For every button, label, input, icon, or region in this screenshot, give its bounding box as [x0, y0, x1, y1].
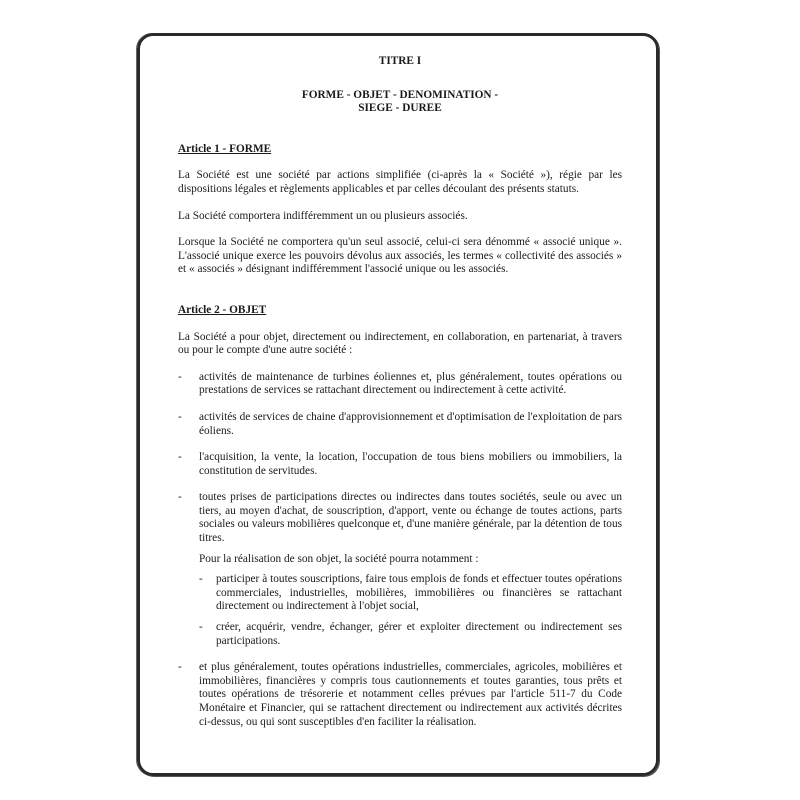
list-item-text: l'acquisition, la vente, la location, l'occupation de tous biens mobiliers ou immobiliers, la constitution de servitudes. — [199, 451, 622, 477]
list-dash: - — [178, 370, 182, 383]
list-dash: - — [178, 451, 182, 464]
subtitle-line-2: SIEGE - DUREE — [358, 102, 442, 115]
list-item — [178, 451, 622, 478]
article-1-paragraph-1: La Société est une société par actions simplifiée (ci-après la « Société »), régie par les dispositions légales et règlements applicables et par celles découlant des présents statuts. — [178, 169, 622, 195]
list-item — [178, 491, 622, 648]
list-item — [178, 661, 622, 729]
list-dash: - — [178, 491, 182, 504]
article-2-intro: La Société a pour objet, directement ou indirectement, en collaboration, en partenariat, à travers ou pour le compte d'une autre société : — [178, 330, 622, 357]
list-item — [178, 371, 622, 398]
article-1-heading: Article 1 - FORME — [178, 142, 272, 155]
document-page — [178, 55, 622, 729]
sub-list-dash: - — [199, 621, 203, 634]
article-1-paragraph-2: La Société comportera indifféremment un ou plusieurs associés. — [178, 209, 468, 222]
article-2-sublist — [199, 573, 622, 648]
titre-heading: TITRE I — [378, 55, 422, 67]
sub-list-item — [199, 621, 622, 648]
list-item-text: toutes prises de participations directes ou indirectes dans toutes sociétés, seule ou avec un tiers, au moyen d'achat, de souscription, d'apport, vente ou échange de toutes actions, parts sociales ou valeurs mobilières quelconque et, d'une manière générale, par la détention de tous titres. — [199, 491, 622, 545]
list-item-text: et plus généralement, toutes opérations industrielles, commerciales, agricoles, mobilières et immobilières, financières y compris tous cautionnements et toutes garanties, tous prêts et toutes opérations de trésorerie et notamment celles prévues par l'article 511-7 du Code Monétaire et Financier, qui se rattachent directement ou indirectement aux activités décrites ci-dessus, ou qui sont susceptibles d'en faciliter la réalisation. — [199, 661, 622, 728]
list-dash: - — [178, 410, 182, 423]
sub-list-item-text: créer, acquérir, vendre, échanger, gérer et exploiter directement ou indirectement ses participations. — [216, 621, 622, 647]
article-2-heading: Article 2 - OBJET — [178, 303, 267, 316]
article-2-list — [178, 371, 622, 729]
sub-intro: Pour la réalisation de son objet, la société pourra notamment : — [199, 552, 479, 565]
subtitle-line-1: FORME - OBJET - DENOMINATION - — [301, 88, 499, 101]
list-item-text: activités de services de chaine d'approvisionnement et d'optimisation de l'exploitation de pars éoliens. — [199, 410, 622, 437]
article-1-paragraph-3: Lorsque la Société ne comportera qu'un seul associé, celui-ci sera dénommé « associé unique ». L'associé unique exerce les pouvoirs dévolus aux associés, les termes « collectivité des associés » et « associés » désignant indifféremment l'associé unique ou les associés. — [178, 236, 622, 276]
sub-list-item — [199, 573, 622, 614]
list-dash: - — [178, 661, 182, 674]
sub-list-dash: - — [199, 573, 203, 586]
list-item — [178, 411, 622, 438]
sub-list-item-text: participer à toutes souscriptions, faire tous emplois de fonds et effectuer toutes opérations commerciales, industrielles, mobilières, immobilières ou financières se rattachant directement ou indirectement à l'objet social, — [216, 573, 622, 613]
list-item-text: activités de maintenance de turbines éoliennes et, plus généralement, toutes opérations ou prestations de services se rattachant directement ou indirectement à cette activité. — [199, 370, 622, 397]
